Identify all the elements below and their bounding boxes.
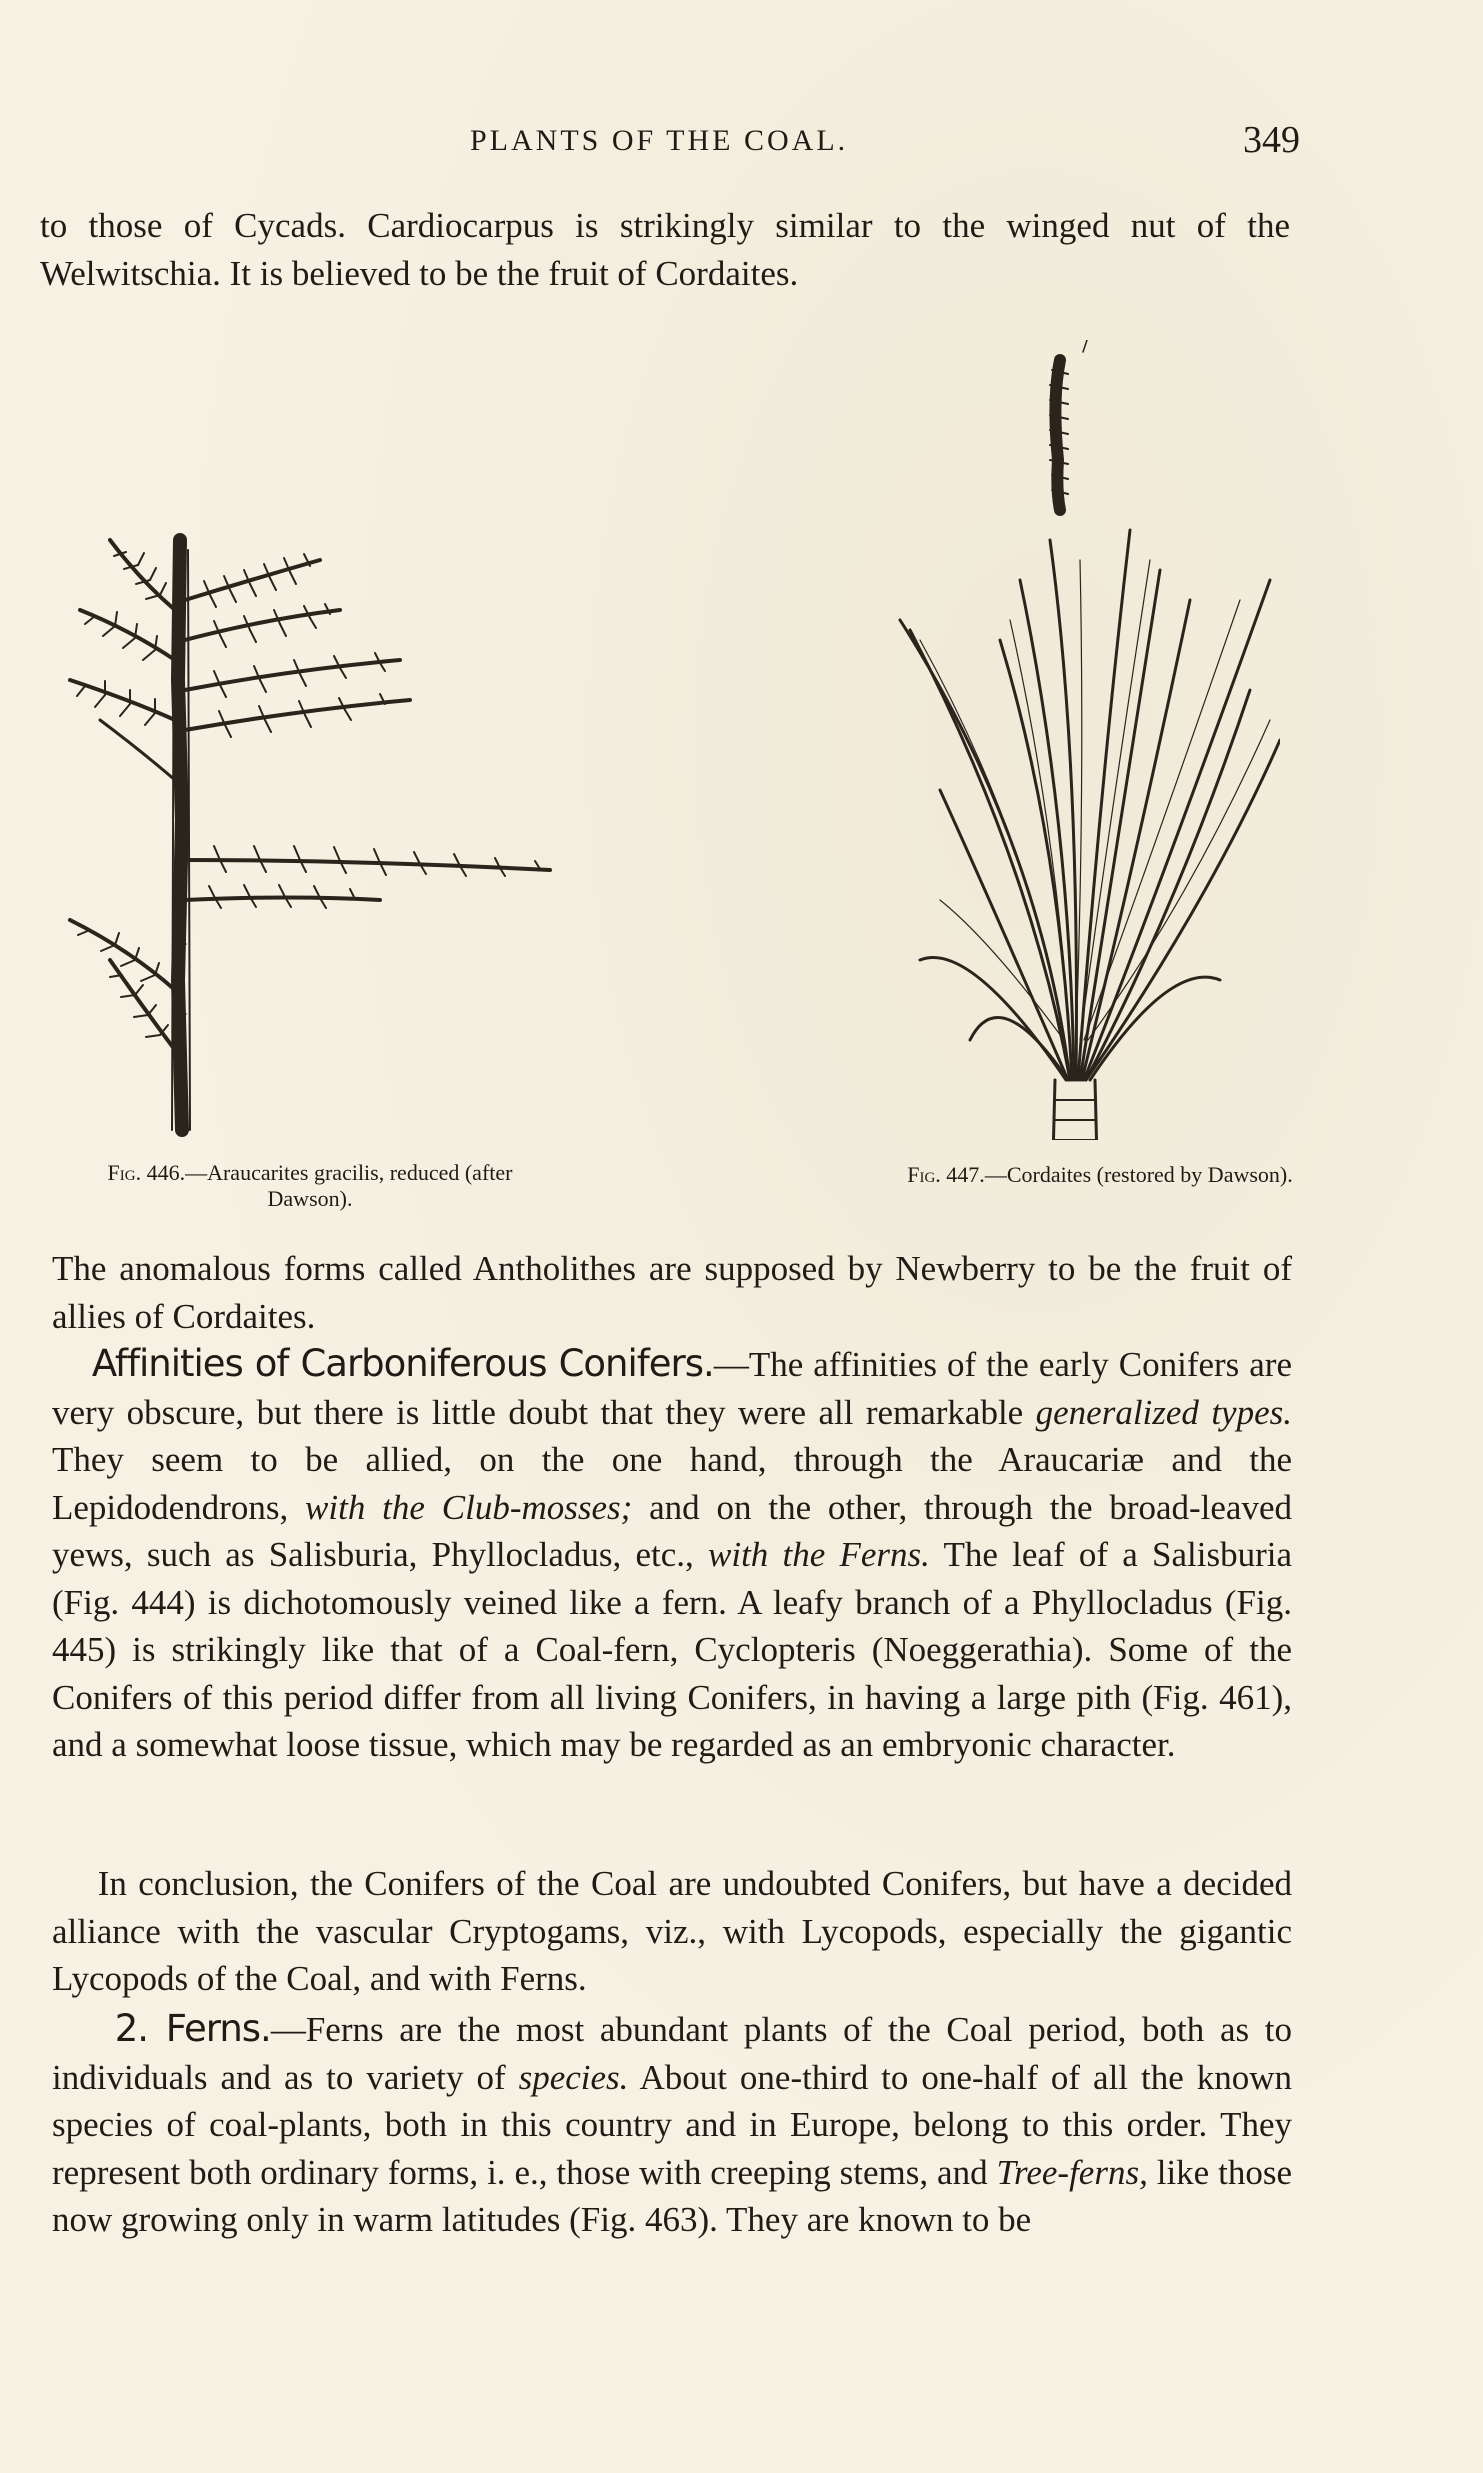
section-heading-ferns: 2. Ferns. — [114, 2007, 271, 2050]
affinities-text-4: The leaf of a Salisburia (Fig. 444) is dichotomously veined like a fern. A leafy branch of a Phyllocladus (Fig. 445) is strikingly like that of a Coal-fern, Cyclopteris (Noeggerathia). Some of the Conifers of this period differ from all living Conifers, in having a large pith (Fig. 461), and a somewhat loose tissue, which may be regarded as an embryonic character. — [52, 1535, 1292, 1764]
ferns-italic-1: species. — [518, 2057, 629, 2097]
caption-text-446: —Araucarites gracilis, reduced (after Dawson). — [185, 1160, 513, 1211]
ferns-text-1: —Ferns are the most abundant plants of the Coal period, both as to individuals and as to variety of — [52, 2010, 1293, 2097]
paragraph-conclusion — [52, 1860, 1292, 2003]
figure-araucarites-illustration — [50, 520, 570, 1140]
affinities-text-3: and on the other, through the broad-leaved yews, such as Salisburia, Phyllocladus, etc., — [52, 1487, 1292, 1574]
section-heading-affinities: Affinities of Carboniferous Conifers. — [91, 1342, 714, 1385]
paragraph-antholithes: The anomalous forms called Antholithes are supposed by Newberry to be the fruit of allies of Cordaites. — [52, 1249, 1292, 1336]
affinities-text-1: —The affinities of the early Conifers are very obscure, but there is little doubt that they were all remarkable — [52, 1345, 1292, 1432]
ferns-italic-2: Tree-ferns, — [996, 2152, 1148, 2192]
paragraph-ferns — [52, 2005, 1292, 2244]
page-number: 349 — [1243, 119, 1300, 161]
caption-fig-446 — [70, 1160, 550, 1212]
paragraph-affinities — [52, 1340, 1292, 1769]
affinities-italic-2: with the Club-mosses; — [305, 1487, 633, 1527]
affinities-italic-1: generalized types. — [1035, 1392, 1292, 1432]
conclusion-text: In conclusion, the Conifers of the Coal are undoubted Conifers, but have a decided alliance with the vascular Cryptogams, viz., with Lycopods, especially the gigantic Lycopods of the Coal, and with Ferns. — [52, 1864, 1293, 1998]
caption-text-447: —Cordaites (restored by Dawson). — [984, 1162, 1293, 1187]
caption-label-446: Fig. 446. — [107, 1160, 186, 1185]
affinities-italic-3: with the Ferns. — [708, 1535, 930, 1574]
ferns-text-3: like those now growing only in warm latitudes (Fig. 463). They are known to be — [52, 2152, 1292, 2239]
affinities-text-2: They seem to be allied, on the one hand, through the Araucariæ and the Lepidodendrons, — [52, 1440, 1292, 1527]
running-title: PLANTS OF THE COAL. — [470, 124, 849, 157]
paragraph-intro: to those of Cycads. Cardiocarpus is strikingly similar to the winged nut of the Welwitschia. It is believed to be the fruit of Cordaites. — [40, 206, 1290, 293]
caption-label-447: Fig. 447. — [907, 1162, 985, 1187]
running-head — [40, 118, 1300, 168]
figure-cordaites-illustration — [880, 340, 1280, 1140]
ferns-text-2: About one-third to one-half of all the known species of coal-plants, both in this country and in Europe, belong to this order. They represent both ordinary forms, i. e., those with creeping stems, and — [52, 2057, 1292, 2192]
caption-fig-447 — [900, 1162, 1300, 1188]
